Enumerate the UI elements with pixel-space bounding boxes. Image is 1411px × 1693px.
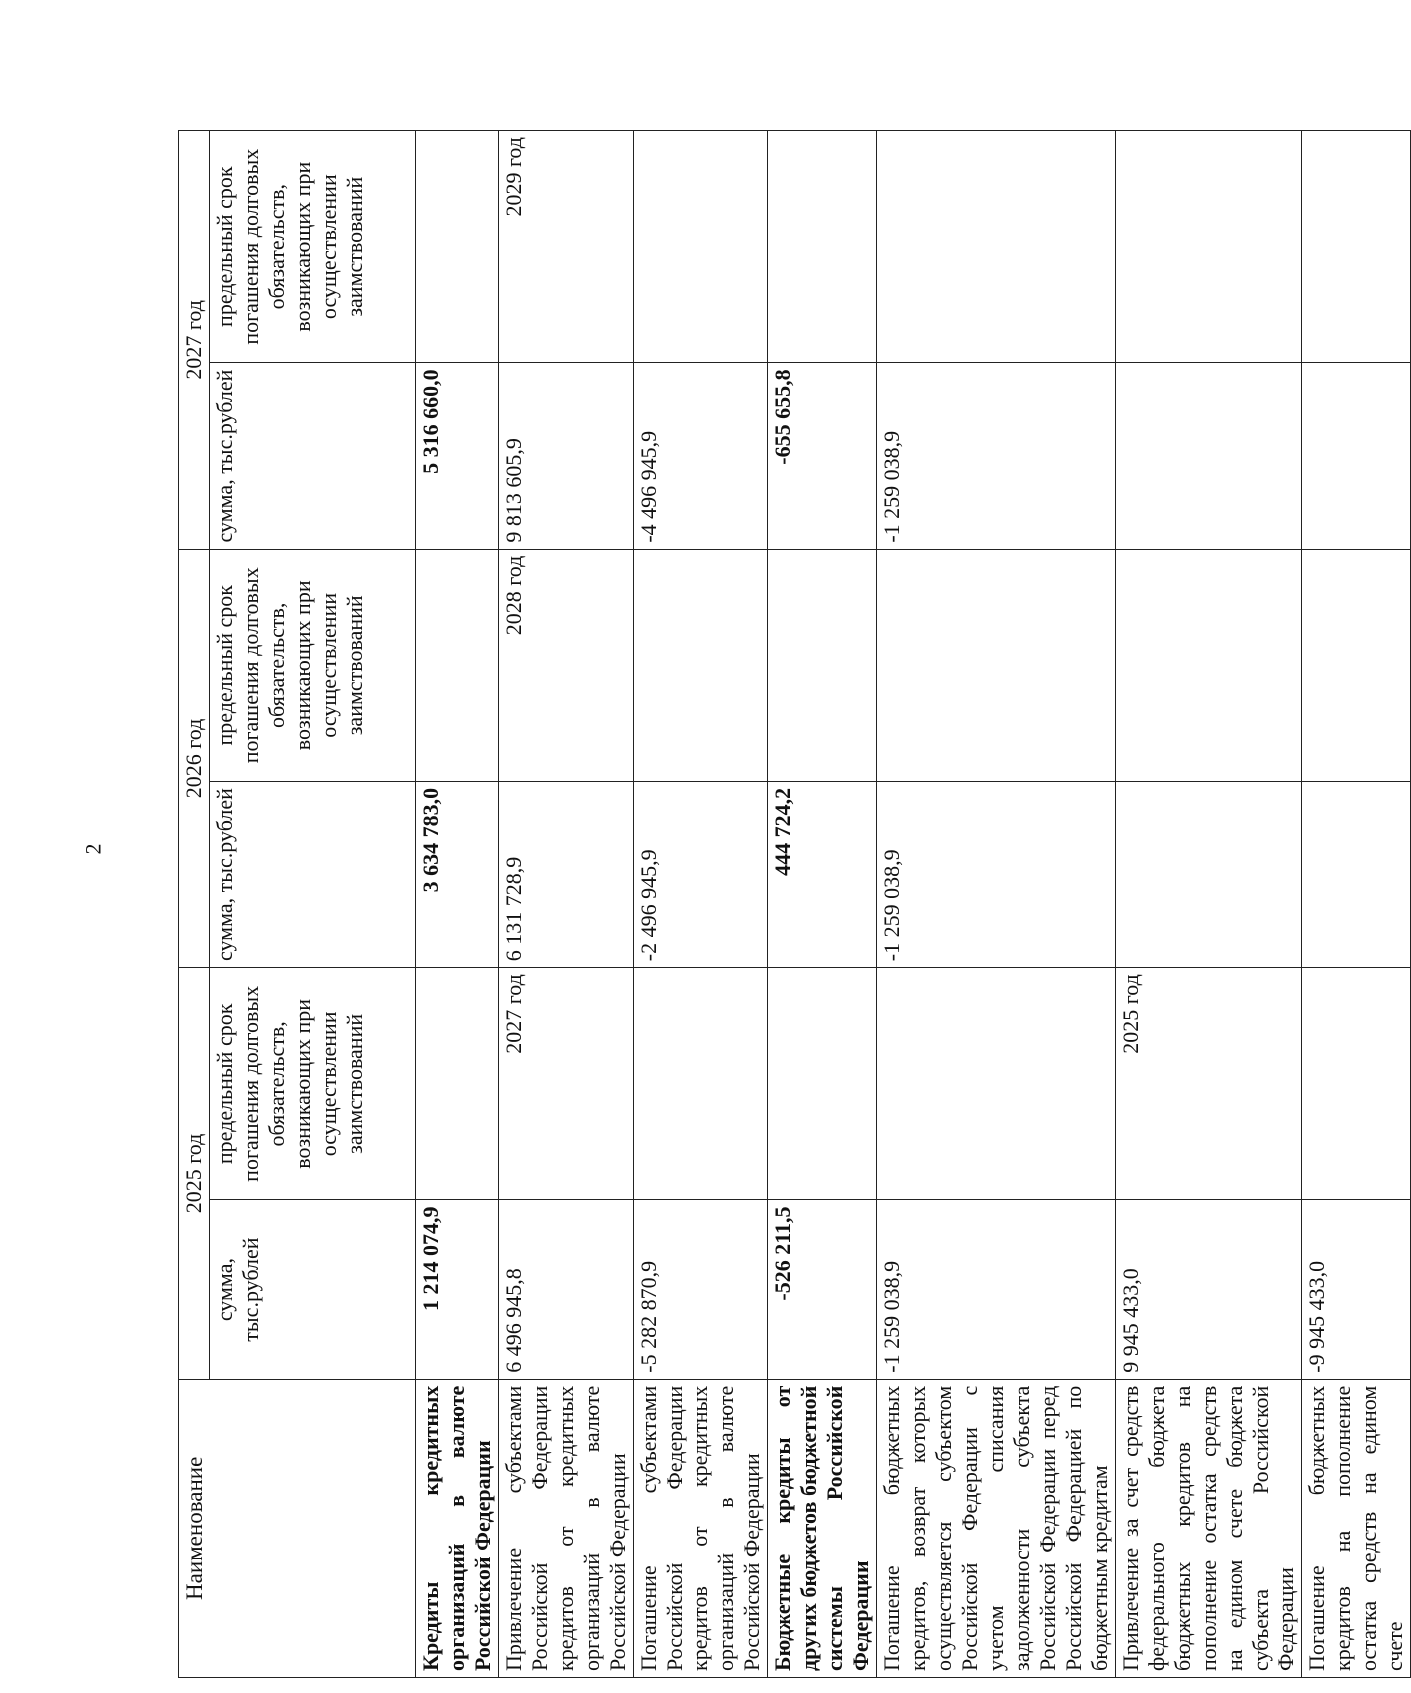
row-name: Привлечение за счет средств федерального бюджета бюджетных кредитов на пополнение остатка средств на едином счете бюджета субъекта Российской Федерации <box>1115 1379 1302 1677</box>
amount-cell <box>1115 363 1302 549</box>
amount-header-2026: сумма, тыс.рублей <box>209 781 415 967</box>
amount-cell: -5 282 870,9 <box>633 1200 768 1379</box>
term-cell <box>415 549 498 781</box>
amount-cell: -526 211,5 <box>768 1200 877 1379</box>
term-cell: 2029 год <box>498 131 633 363</box>
amount-cell: -4 496 945,9 <box>633 363 768 549</box>
table-row <box>1302 131 1411 1678</box>
amount-cell: -9 945 433,0 <box>1302 1200 1411 1379</box>
amount-cell <box>1302 781 1411 967</box>
year-header-2027: 2027 год <box>179 131 210 550</box>
amount-cell: 6 496 945,8 <box>498 1200 633 1379</box>
row-name: Погашение бюджетных кредитов на пополнение остатка средств на едином счете <box>1302 1379 1411 1677</box>
amount-cell: 3 634 783,0 <box>415 781 498 967</box>
table-row <box>1115 131 1302 1678</box>
table-row <box>415 131 498 1678</box>
header-row-years <box>179 131 210 1678</box>
amount-cell: 6 131 728,9 <box>498 781 633 967</box>
term-cell <box>1302 549 1411 781</box>
term-cell <box>877 549 1116 781</box>
amount-cell: 5 316 660,0 <box>415 363 498 549</box>
page-number: 2 <box>80 843 106 855</box>
amount-cell: -2 496 945,9 <box>633 781 768 967</box>
table-row <box>877 131 1116 1678</box>
table-row <box>633 131 768 1678</box>
rotated-table-wrapper <box>178 130 1408 1678</box>
term-cell: 2028 год <box>498 549 633 781</box>
table-row <box>768 131 877 1678</box>
term-cell <box>768 131 877 363</box>
term-cell: 2027 год <box>498 968 633 1200</box>
row-name: Погашение субъектами Российской Федерации кредитов от кредитных организаций в валюте Российской Федерации <box>633 1379 768 1677</box>
term-cell <box>1115 549 1302 781</box>
amount-cell: 444 724,2 <box>768 781 877 967</box>
term-cell <box>415 968 498 1200</box>
row-name: Привлечение субъектами Российской Федерации кредитов от кредитных организаций в валюте Российской Федерации <box>498 1379 633 1677</box>
term-cell <box>877 131 1116 363</box>
year-header-2026: 2026 год <box>179 549 210 968</box>
year-header-2025: 2025 год <box>179 968 210 1380</box>
term-cell <box>633 968 768 1200</box>
row-name: Бюджетные кредиты от других бюджетов бюджетной системы Российской Федерации <box>768 1379 877 1677</box>
table-row <box>498 131 633 1678</box>
term-cell <box>633 549 768 781</box>
amount-cell: 9 945 433,0 <box>1115 1200 1302 1379</box>
term-header-2027: предельный срок погашения долговых обязательств, возникающих при осуществлении заимствований <box>209 131 415 363</box>
amount-header-2025: сумма, тыс.рублей <box>209 1200 415 1379</box>
term-cell <box>415 131 498 363</box>
amount-cell: -655 655,8 <box>768 363 877 549</box>
term-header-2026: предельный срок погашения долговых обязательств, возникающих при осуществлении заимствований <box>209 549 415 781</box>
term-cell <box>768 968 877 1200</box>
name-column-header: Наименование <box>179 1379 416 1677</box>
amount-header-2027: сумма, тыс.рублей <box>209 363 415 549</box>
borrowings-table <box>178 130 1411 1678</box>
amount-cell: -1 259 038,9 <box>877 363 1116 549</box>
amount-cell: -1 259 038,9 <box>877 781 1116 967</box>
amount-cell: 1 214 074,9 <box>415 1200 498 1379</box>
term-header-2025: предельный срок погашения долговых обязательств, возникающих при осуществлении заимствований <box>209 968 415 1200</box>
term-cell <box>768 549 877 781</box>
term-cell <box>1302 131 1411 363</box>
term-cell <box>877 968 1116 1200</box>
row-name: Погашение бюджетных кредитов, возврат которых осуществляется субъектом Российской Федерации с учетом списания задолженности субъекта Российской Федерации перед Российской Федерацией по бюджетным кредитам <box>877 1379 1116 1677</box>
term-cell <box>633 131 768 363</box>
row-name: Кредиты кредитных организаций в валюте Российской Федерации <box>415 1379 498 1677</box>
amount-cell: 9 813 605,9 <box>498 363 633 549</box>
term-cell <box>1302 968 1411 1200</box>
term-cell <box>1115 131 1302 363</box>
amount-cell <box>1302 363 1411 549</box>
amount-cell <box>1115 781 1302 967</box>
term-cell: 2025 год <box>1115 968 1302 1200</box>
amount-cell: -1 259 038,9 <box>877 1200 1116 1379</box>
